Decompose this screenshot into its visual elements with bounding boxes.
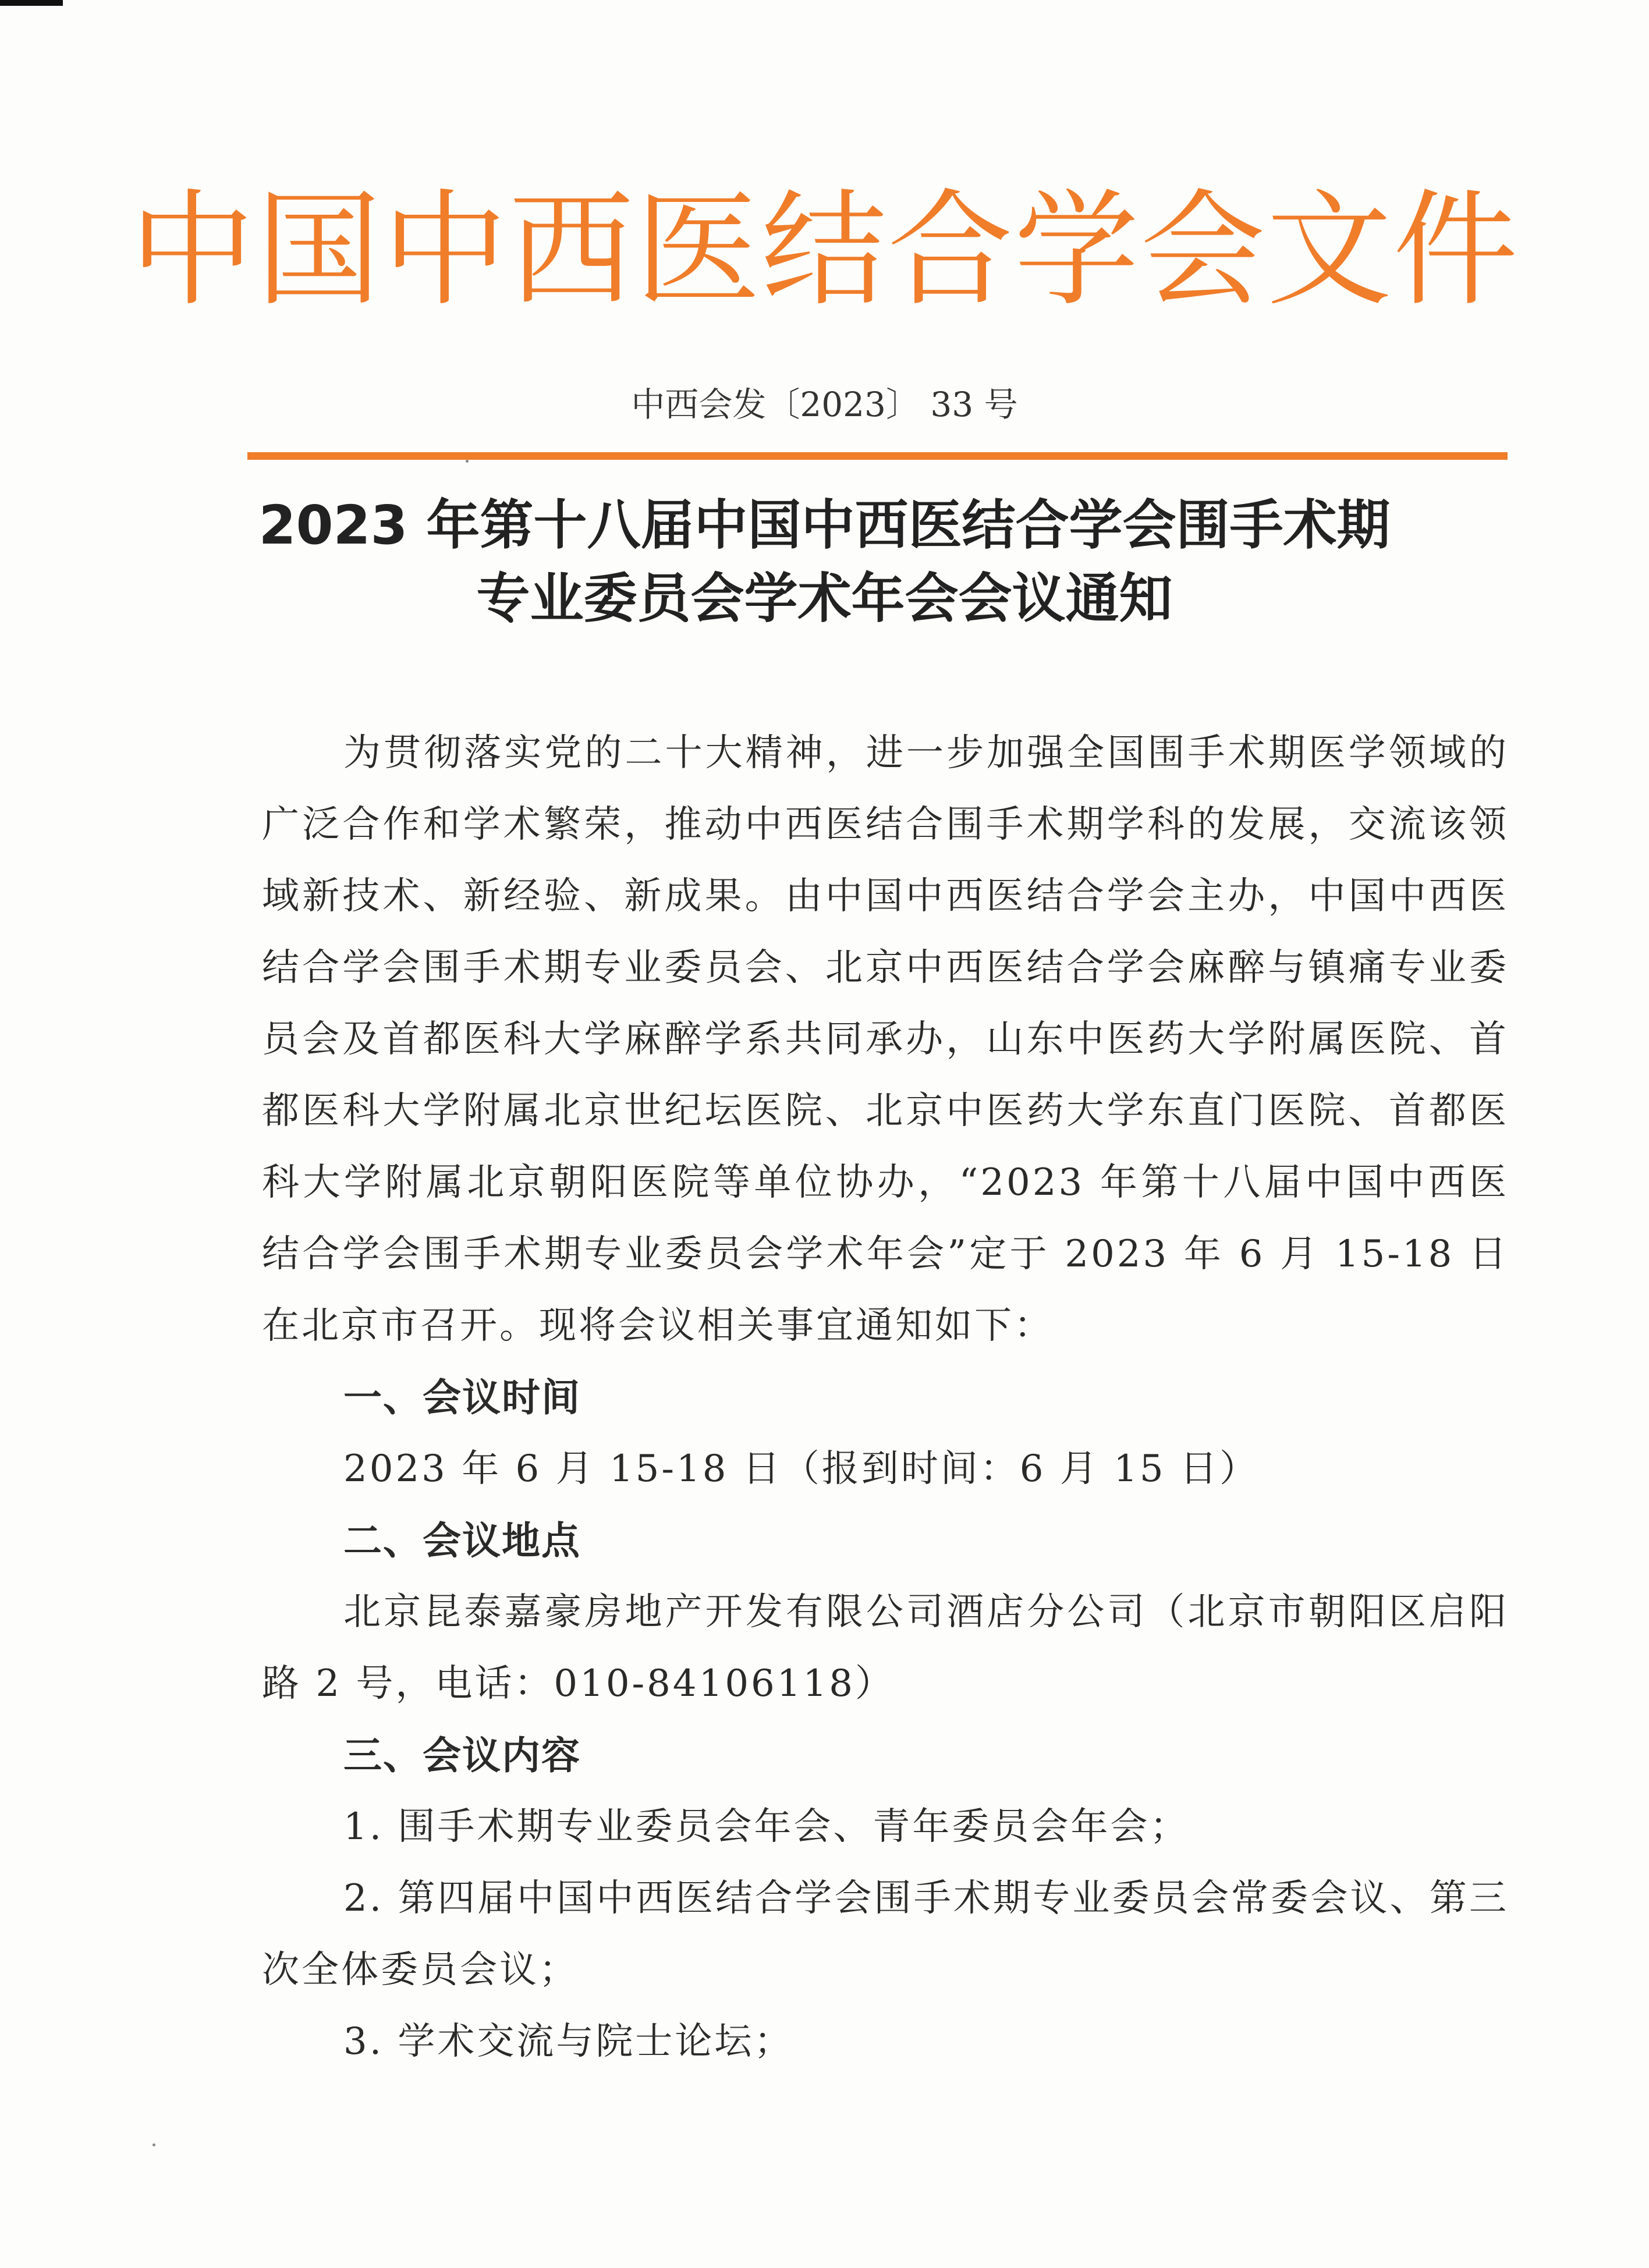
notice-title [0,489,1649,636]
notice-body [262,718,1509,2078]
scan-speck [466,460,469,463]
content-item: 3. 学术交流与院士论坛； [343,2020,794,2063]
intro-paragraph: 为贯彻落实党的二十大精神，进一步加强全国围手术期医学领域的广泛合作和学术繁荣，推动中西医结合围手术期学科的发展，交流该领域新技术、新经验、新成果。由中国中西医结合学会主办，中国中西医结合学会围手术期专业委员会、北京中西医结合学会麻醉与镇痛专业委员会及首都医科大学麻醉学系共同承办，山东中医药大学附属医院、首都医科大学附属北京世纪坛医院、北京中医药大学东直门医院、首都医科大学附属北京朝阳医院等单位协办，“2023 年第十八届中国中西医结合学会围手术期专业委员会学术年会”定于 2023 年 6 月 15-18 日在北京市召开。现将会议相关事宜通知如下： [262,732,1509,1347]
scan-speck [153,2143,155,2146]
section-heading-content: 三、会议内容 [343,1733,581,1778]
header-divider [247,452,1508,460]
document-header-title: 中国中西医结合学会文件 [130,177,1519,323]
content-item: 1. 围手术期专业委员会年会、青年委员会年会； [343,1805,1190,1848]
document-number: 中西会发〔2023〕 33 号 [631,385,1018,424]
content-item: 2. 第四届中国中西医结合学会围手术期专业委员会常委会议、第三次全体委员会议； [262,1877,1509,1992]
scan-corner-mark [0,0,63,6]
notice-title-line-2: 专业委员会学术年会会议通知 [476,567,1173,630]
notice-title-line-1: 2023 年第十八届中国中西医结合学会围手术期 [258,494,1391,556]
section-heading-venue: 二、会议地点 [343,1518,581,1563]
section-text-time: 2023 年 6 月 15-18 日（报到时间：6 月 15 日） [343,1447,1259,1490]
section-text-venue: 北京昆泰嘉豪房地产开发有限公司酒店分公司（北京市朝阳区启阳路 2 号，电话：010-84106118） [262,1591,1509,1705]
section-heading-time: 一、会议时间 [343,1375,581,1420]
